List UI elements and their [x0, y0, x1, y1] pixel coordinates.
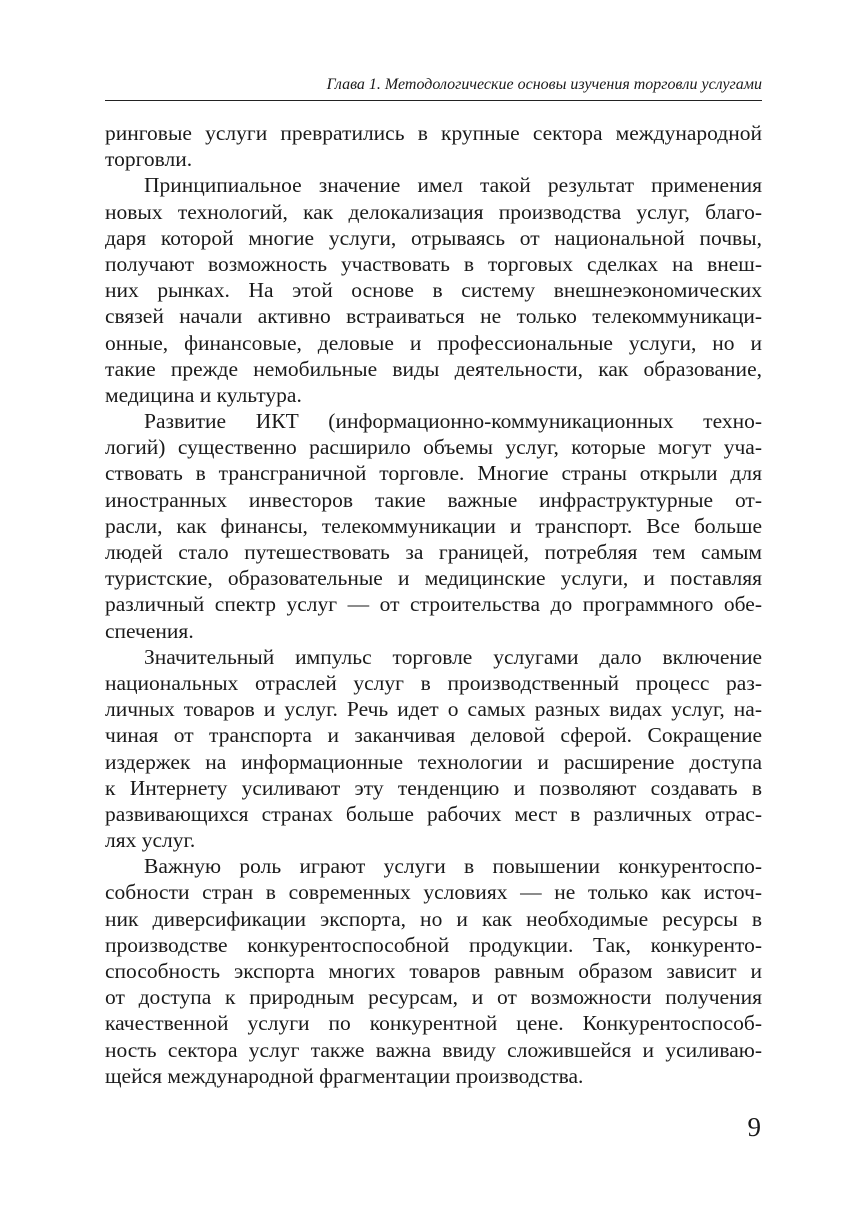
- text-line: ствовать в трансграничной торговле. Многие страны открыли для: [105, 461, 762, 486]
- text-line: чиная от транспорта и заканчивая деловой сферой. Сокращение: [105, 723, 762, 748]
- chapter-title: Глава 1. Методологические основы изучения торговли услугами: [326, 76, 762, 93]
- text-line: ник диверсификации экспорта, но и как необходимые ресурсы в: [105, 906, 762, 931]
- text-line: к Интернету усиливают эту тенденцию и позволяют создавать в: [105, 775, 762, 800]
- text-line: качественной услуги по конкурентной цене. Конкурентоспособ-: [105, 1011, 762, 1036]
- text-line: производстве конкурентоспособной продукции. Так, конкуренто-: [105, 932, 762, 957]
- body-text: [105, 120, 762, 1089]
- text-line: расли, как финансы, телекоммуникации и транспорт. Все больше: [105, 513, 762, 538]
- text-line: онные, финансовые, деловые и профессиональные услуги, но и: [105, 330, 762, 355]
- text-line: иностранных инвесторов такие важные инфраструктурные от-: [105, 487, 762, 512]
- text-line: такие прежде немобильные виды деятельности, как образование,: [105, 356, 762, 381]
- text-line: ринговые услуги превратились в крупные сектора международной: [105, 121, 762, 145]
- text-line: Важную роль играют услуги в повышении конкурентоспо-: [144, 854, 762, 879]
- text-line: ность сектора услуг также важна ввиду сложившейся и усиливаю-: [105, 1037, 762, 1062]
- text-line: национальных отраслей услуг в производственный процесс раз-: [105, 670, 762, 695]
- text-line: новых технологий, как делокализация производства услуг, благо-: [105, 199, 762, 224]
- text-line: связей начали активно встраиваться не только телекоммуникаци-: [105, 304, 762, 329]
- text-line: туристские, образовательные и медицинские услуги, и поставляя: [105, 566, 762, 591]
- text-line: торговли.: [105, 147, 193, 172]
- text-line: от доступа к природным ресурсам, и от возможности получения: [105, 985, 762, 1010]
- text-line: даря которой многие услуги, отрываясь от национальной почвы,: [105, 225, 762, 250]
- text-line: спечения.: [105, 618, 194, 643]
- text-line: людей стало путешествовать за границей, потребляя тем самым: [105, 540, 762, 564]
- text-line: собности стран в современных условиях — не только как источ-: [105, 880, 762, 905]
- text-line: различный спектр услуг — от строительства до программного обе-: [105, 592, 762, 617]
- running-header: [105, 74, 762, 101]
- text-line: лях услуг.: [105, 828, 196, 853]
- text-line: получают возможность участвовать в торговых сделках на внеш-: [105, 251, 762, 276]
- text-line: издержек на информационные технологии и расширение доступа: [105, 749, 762, 774]
- text-line: щейся международной фрагментации производства.: [105, 1063, 584, 1088]
- text-line: Принципиальное значение имел такой результат применения: [144, 173, 762, 198]
- text-line: Значительный импульс торговле услугами дало включение: [144, 644, 762, 669]
- text-line: них рынках. На этой основе в систему внешнеэкономических: [105, 278, 762, 303]
- text-line: развивающихся странах больше рабочих мест в различных отрас-: [105, 801, 762, 826]
- text-line: способность экспорта многих товаров равным образом зависит и: [105, 959, 762, 983]
- text-line: Развитие ИКТ (информационно-коммуникационных техно-: [144, 409, 762, 434]
- text-line: личных товаров и услуг. Речь идет о самых разных видах услуг, на-: [105, 697, 762, 722]
- page-number: 9: [747, 1112, 761, 1142]
- text-line: медицина и культура.: [105, 382, 302, 407]
- text-line: логий) существенно расширило объемы услуг, которые могут уча-: [105, 435, 762, 460]
